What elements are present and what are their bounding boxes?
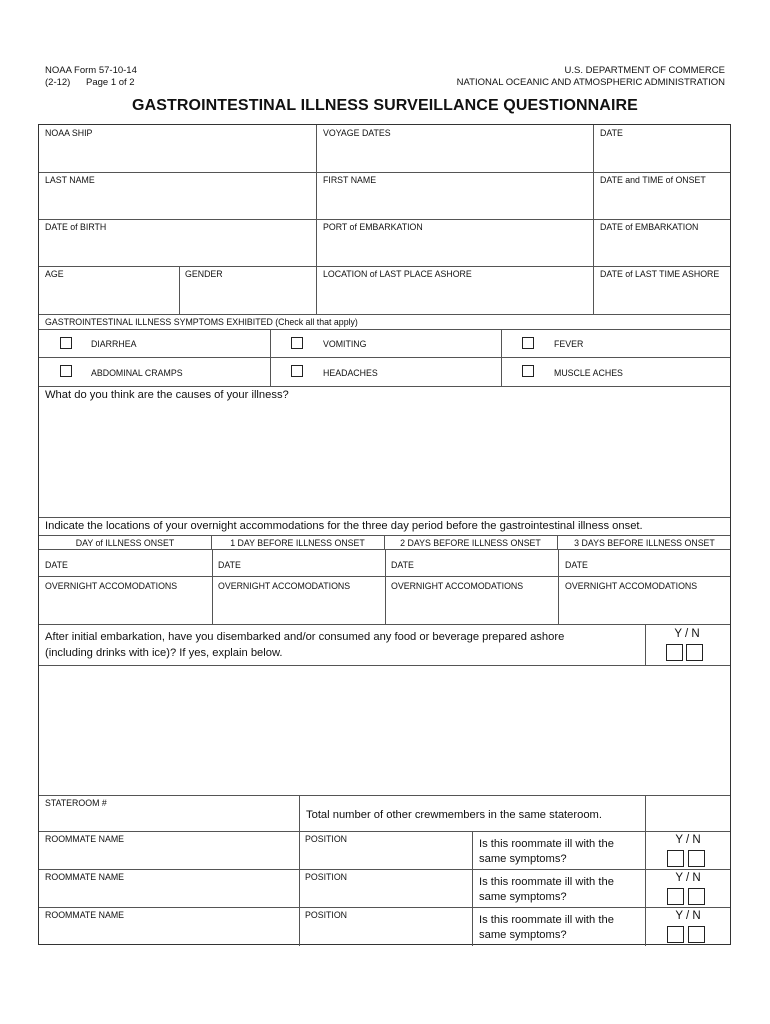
agency: NATIONAL OCEANIC AND ATMOSPHERIC ADMINISTRATION — [456, 77, 725, 88]
col-3-days-before: 3 DAYS BEFORE ILLNESS ONSET — [574, 538, 715, 548]
noaa-ship-field[interactable]: NOAA SHIP — [45, 128, 93, 138]
muscle-aches-label: MUSCLE ACHES — [554, 368, 623, 378]
roommate-1-ill-question-line1: Is this roommate ill with the — [479, 838, 614, 850]
date-of-birth-field[interactable]: DATE of BIRTH — [45, 222, 107, 232]
form-number: NOAA Form 57-10-14 — [45, 65, 137, 76]
causes-question: What do you think are the causes of your illness? — [45, 389, 289, 401]
location-last-ashore-field[interactable]: LOCATION of LAST PLACE ASHORE — [323, 269, 472, 279]
date-time-onset-field[interactable]: DATE and TIME of ONSET — [600, 175, 706, 185]
roommate-3-yn-label: Y / N — [675, 910, 701, 922]
muscle-aches-checkbox[interactable] — [522, 365, 534, 377]
questionnaire-form — [38, 124, 731, 945]
roommate-1-yes-checkbox[interactable] — [667, 850, 684, 867]
roommate-2-no-checkbox[interactable] — [688, 888, 705, 905]
department: U.S. DEPARTMENT OF COMMERCE — [564, 65, 725, 76]
page-indicator: Page 1 of 2 — [86, 77, 135, 88]
roommate-3-name-field[interactable]: ROOMMATE NAME — [45, 910, 125, 920]
abdominal-cramps-checkbox[interactable] — [60, 365, 72, 377]
abdominal-cramps-label: ABDOMINAL CRAMPS — [91, 368, 183, 378]
port-of-embarkation-field[interactable]: PORT of EMBARKATION — [323, 222, 423, 232]
date-of-embarkation-field[interactable]: DATE of EMBARKATION — [600, 222, 699, 232]
date-last-ashore-field[interactable]: DATE of LAST TIME ASHORE — [600, 269, 720, 279]
date-3-days-before-field[interactable]: DATE — [565, 560, 588, 570]
last-name-field[interactable]: LAST NAME — [45, 175, 95, 185]
roommate-3-no-checkbox[interactable] — [688, 926, 705, 943]
overnight-2-days-before-field[interactable]: OVERNIGHT ACCOMODATIONS — [391, 581, 524, 591]
accommodations-question: Indicate the locations of your overnight accommodations for the three day period before the gastrointestinal illness onset. — [45, 520, 643, 532]
col-day-of-onset: DAY of ILLNESS ONSET — [75, 538, 175, 548]
vomiting-label: VOMITING — [323, 339, 367, 349]
ashore-yes-checkbox[interactable] — [666, 644, 683, 661]
roommate-3-yes-checkbox[interactable] — [667, 926, 684, 943]
stateroom-field[interactable]: STATEROOM # — [45, 798, 107, 808]
roommate-1-name-field[interactable]: ROOMMATE NAME — [45, 834, 125, 844]
roommate-3-ill-question-line1: Is this roommate ill with the — [479, 914, 614, 926]
ashore-yn-label: Y / N — [674, 628, 700, 640]
roommate-2-ill-question-line1: Is this roommate ill with the — [479, 876, 614, 888]
roommate-2-yes-checkbox[interactable] — [667, 888, 684, 905]
date-field[interactable]: DATE — [600, 128, 623, 138]
ashore-question-line1: After initial embarkation, have you disembarked and/or consumed any food or beverage prepared ashore — [45, 631, 565, 643]
fever-checkbox[interactable] — [522, 337, 534, 349]
symptoms-heading: GASTROINTESTINAL ILLNESS SYMPTOMS EXHIBITED (Check all that apply) — [45, 317, 358, 327]
roommate-3-position-field[interactable]: POSITION — [305, 910, 348, 920]
overnight-1-day-before-field[interactable]: OVERNIGHT ACCOMODATIONS — [218, 581, 351, 591]
roommate-1-ill-question-line2: same symptoms? — [479, 853, 567, 865]
col-2-days-before: 2 DAYS BEFORE ILLNESS ONSET — [400, 538, 541, 548]
causes-answer-area[interactable] — [41, 405, 728, 515]
diarrhea-label: DIARRHEA — [91, 339, 137, 349]
stateroom-total-question: Total number of other crewmembers in the same stateroom. — [306, 809, 602, 821]
fever-label: FEVER — [554, 339, 584, 349]
roommate-1-position-field[interactable]: POSITION — [305, 834, 348, 844]
overnight-3-days-before-field[interactable]: OVERNIGHT ACCOMODATIONS — [565, 581, 698, 591]
diarrhea-checkbox[interactable] — [60, 337, 72, 349]
roommate-1-no-checkbox[interactable] — [688, 850, 705, 867]
age-field[interactable]: AGE — [45, 269, 64, 279]
headaches-label: HEADACHES — [323, 368, 378, 378]
col-1-day-before: 1 DAY BEFORE ILLNESS ONSET — [230, 538, 365, 548]
ashore-no-checkbox[interactable] — [686, 644, 703, 661]
ashore-question-line2: (including drinks with ice)? If yes, explain below. — [45, 647, 283, 659]
page-title: GASTROINTESTINAL ILLNESS SURVEILLANCE QUESTIONNAIRE — [132, 97, 638, 114]
vomiting-checkbox[interactable] — [291, 337, 303, 349]
ashore-explanation-area[interactable] — [41, 667, 728, 793]
roommate-2-name-field[interactable]: ROOMMATE NAME — [45, 872, 125, 882]
form-revision: (2-12) — [45, 77, 71, 88]
roommate-2-position-field[interactable]: POSITION — [305, 872, 348, 882]
first-name-field[interactable]: FIRST NAME — [323, 175, 377, 185]
gender-field[interactable]: GENDER — [185, 269, 223, 279]
date-day-of-onset-field[interactable]: DATE — [45, 560, 68, 570]
stateroom-total-field[interactable] — [647, 797, 729, 830]
headaches-checkbox[interactable] — [291, 365, 303, 377]
roommate-3-ill-question-line2: same symptoms? — [479, 929, 567, 941]
date-2-days-before-field[interactable]: DATE — [391, 560, 414, 570]
date-1-day-before-field[interactable]: DATE — [218, 560, 241, 570]
roommate-2-yn-label: Y / N — [675, 872, 701, 884]
roommate-2-ill-question-line2: same symptoms? — [479, 891, 567, 903]
voyage-dates-field[interactable]: VOYAGE DATES — [323, 128, 391, 138]
overnight-day-of-onset-field[interactable]: OVERNIGHT ACCOMODATIONS — [45, 581, 178, 591]
roommate-1-yn-label: Y / N — [675, 834, 701, 846]
